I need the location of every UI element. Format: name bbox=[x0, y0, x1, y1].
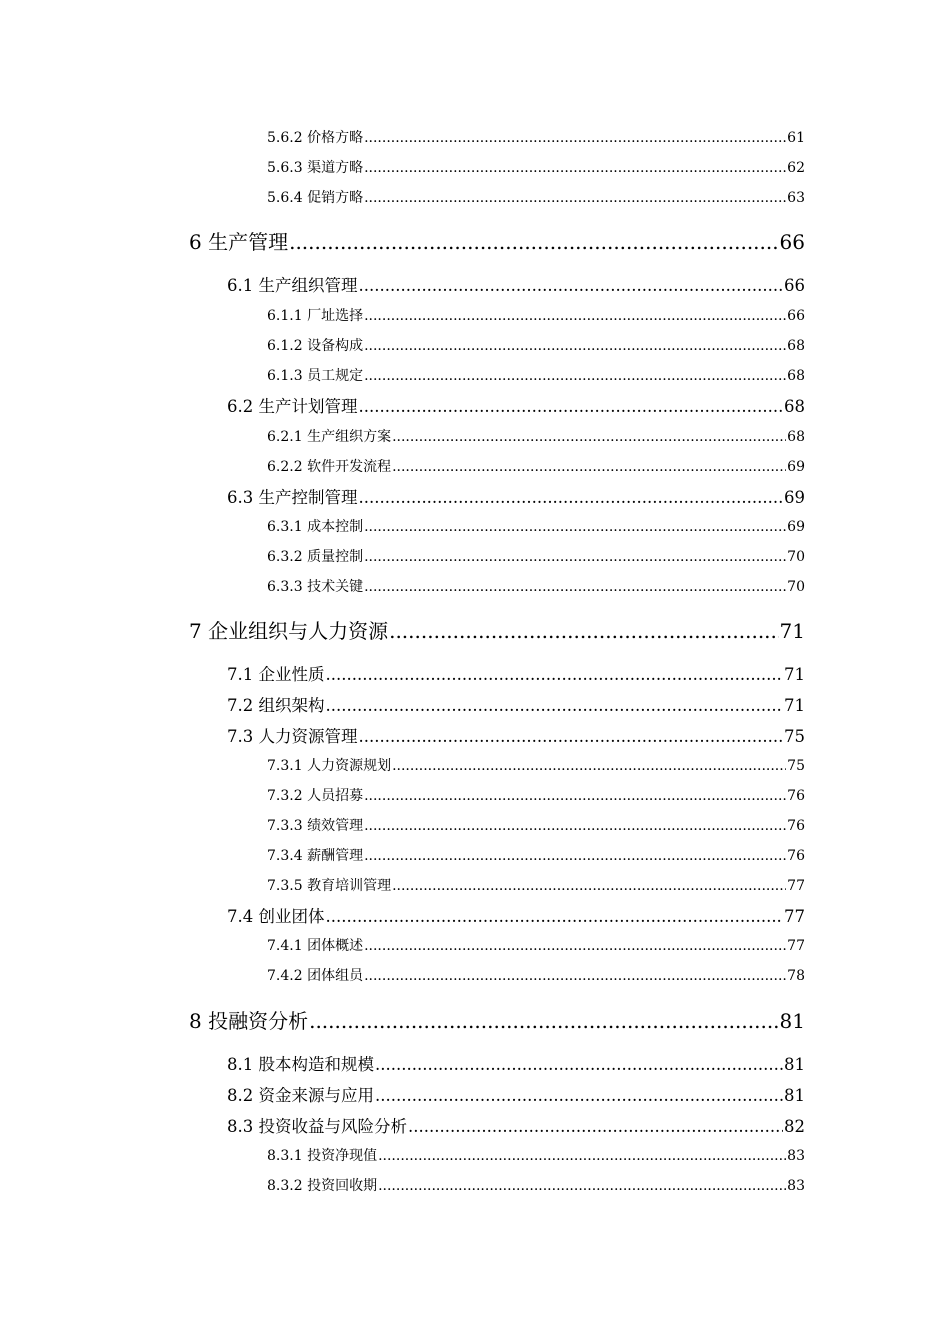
toc-entry-page: 69 bbox=[787, 459, 805, 475]
toc-entry-7-3-3[interactable] bbox=[267, 815, 805, 835]
toc-entry-title: 6.1.1 厂址选择 bbox=[267, 308, 364, 324]
toc-entry-page: 68 bbox=[787, 338, 805, 354]
toc-entry-8-3-2[interactable] bbox=[267, 1175, 805, 1195]
toc-entry-title: 7.4.2 团体组员 bbox=[267, 968, 364, 984]
toc-entry-page: 81 bbox=[784, 1086, 805, 1105]
toc-entry-page: 71 bbox=[779, 619, 805, 643]
toc-entry-7-3-2[interactable] bbox=[267, 785, 805, 805]
toc-leader-dots bbox=[289, 230, 778, 254]
toc-entry-page: 75 bbox=[784, 727, 805, 746]
toc-entry-6-2-2[interactable] bbox=[267, 456, 805, 476]
toc-leader-dots bbox=[364, 190, 786, 206]
toc-entry-title: 7.2 组织架构 bbox=[227, 696, 325, 715]
toc-leader-dots bbox=[389, 619, 778, 643]
toc-entry-title: 6.3.3 技术关键 bbox=[267, 579, 364, 595]
toc-leader-dots bbox=[364, 788, 786, 804]
toc-entry-title: 8.3 投资收益与风险分析 bbox=[227, 1117, 407, 1136]
toc-leader-dots bbox=[364, 308, 786, 324]
toc-entry-5-6-4[interactable] bbox=[267, 187, 805, 207]
toc-entry-7-4[interactable] bbox=[227, 903, 805, 927]
toc-entry-8-3-1[interactable] bbox=[267, 1145, 805, 1165]
toc-leader-dots bbox=[375, 1055, 783, 1074]
toc-entry-7-3-1[interactable] bbox=[267, 755, 805, 775]
toc-entry-page: 75 bbox=[787, 758, 805, 774]
toc-entry-title: 7.3 人力资源管理 bbox=[227, 727, 358, 746]
toc-entry-title: 8.2 资金来源与应用 bbox=[227, 1086, 374, 1105]
toc-entry-page: 83 bbox=[787, 1148, 805, 1164]
toc-entry-title: 8.1 股本构造和规模 bbox=[227, 1055, 374, 1074]
toc-entry-title: 5.6.3 渠道方略 bbox=[267, 160, 364, 176]
toc-entry-6-2[interactable] bbox=[227, 393, 805, 417]
toc-entry-7-3[interactable] bbox=[227, 723, 805, 747]
toc-entry-page: 77 bbox=[784, 907, 805, 926]
toc-entry-page: 78 bbox=[787, 968, 805, 984]
toc-entry-title: 6.2 生产计划管理 bbox=[227, 397, 358, 416]
toc-entry-6-3[interactable] bbox=[227, 484, 805, 508]
toc-entry-page: 68 bbox=[787, 429, 805, 445]
toc-entry-page: 77 bbox=[787, 878, 805, 894]
toc-entry-page: 62 bbox=[787, 160, 805, 176]
toc-entry-title: 5.6.4 促销方略 bbox=[267, 190, 364, 206]
toc-entry-5-6-3[interactable] bbox=[267, 157, 805, 177]
toc-entry-7-2[interactable] bbox=[227, 692, 805, 716]
toc-entry-title: 6.3.1 成本控制 bbox=[267, 519, 364, 535]
toc-entry-6-1[interactable] bbox=[227, 272, 805, 296]
toc-entry-6-1-3[interactable] bbox=[267, 365, 805, 385]
toc-entry-7-3-5[interactable] bbox=[267, 875, 805, 895]
toc-entry-title: 8 投融资分析 bbox=[189, 1009, 309, 1033]
toc-leader-dots bbox=[364, 549, 786, 565]
toc-leader-dots bbox=[359, 727, 784, 746]
toc-entry-title: 7.4.1 团体概述 bbox=[267, 938, 364, 954]
toc-entry-title: 6.1.3 员工规定 bbox=[267, 368, 364, 384]
toc-entry-page: 66 bbox=[787, 308, 805, 324]
toc-entry-7[interactable] bbox=[189, 615, 805, 645]
toc-entry-7-1[interactable] bbox=[227, 661, 805, 685]
toc-entry-page: 81 bbox=[784, 1055, 805, 1074]
toc-leader-dots bbox=[392, 878, 786, 894]
toc-entry-page: 70 bbox=[787, 549, 805, 565]
toc-entry-page: 63 bbox=[787, 190, 805, 206]
toc-leader-dots bbox=[392, 429, 786, 445]
toc-entry-title: 8.3.2 投资回收期 bbox=[267, 1178, 378, 1194]
toc-leader-dots bbox=[364, 338, 786, 354]
toc-entry-page: 70 bbox=[787, 579, 805, 595]
toc-entry-title: 6.3 生产控制管理 bbox=[227, 488, 358, 507]
toc-entry-6-3-2[interactable] bbox=[267, 546, 805, 566]
toc-entry-title: 5.6.2 价格方略 bbox=[267, 130, 364, 146]
toc-leader-dots bbox=[378, 1178, 786, 1194]
toc-entry-page: 66 bbox=[784, 276, 805, 295]
toc-entry-page: 66 bbox=[779, 230, 805, 254]
toc-leader-dots bbox=[326, 696, 784, 715]
toc-entry-page: 76 bbox=[787, 788, 805, 804]
toc-entry-6[interactable] bbox=[189, 226, 805, 256]
toc-entry-title: 6.2.1 生产组织方案 bbox=[267, 429, 392, 445]
toc-entry-title: 7.4 创业团体 bbox=[227, 907, 325, 926]
toc-leader-dots bbox=[364, 848, 786, 864]
toc-entry-title: 6 生产管理 bbox=[189, 230, 289, 254]
toc-leader-dots bbox=[408, 1117, 783, 1136]
toc-entry-page: 76 bbox=[787, 818, 805, 834]
toc-entry-page: 68 bbox=[787, 368, 805, 384]
toc-entry-title: 7.3.5 教育培训管理 bbox=[267, 878, 392, 894]
toc-entry-title: 6.3.2 质量控制 bbox=[267, 549, 364, 565]
toc-entry-8-3[interactable] bbox=[227, 1113, 805, 1137]
toc-entry-6-3-1[interactable] bbox=[267, 516, 805, 536]
toc-leader-dots bbox=[375, 1086, 783, 1105]
toc-entry-title: 6.1 生产组织管理 bbox=[227, 276, 358, 295]
toc-entry-7-4-2[interactable] bbox=[267, 965, 805, 985]
toc-entry-title: 7.3.3 绩效管理 bbox=[267, 818, 364, 834]
toc-entry-title: 7.3.4 薪酬管理 bbox=[267, 848, 364, 864]
toc-entry-6-1-2[interactable] bbox=[267, 335, 805, 355]
toc-entry-6-3-3[interactable] bbox=[267, 576, 805, 596]
toc-leader-dots bbox=[364, 938, 786, 954]
toc-leader-dots bbox=[364, 519, 786, 535]
toc-leader-dots bbox=[392, 459, 786, 475]
toc-leader-dots bbox=[364, 579, 786, 595]
toc-leader-dots bbox=[326, 665, 784, 684]
toc-entry-page: 76 bbox=[787, 848, 805, 864]
toc-leader-dots bbox=[309, 1009, 778, 1033]
toc-leader-dots bbox=[359, 397, 784, 416]
toc-entry-page: 82 bbox=[784, 1117, 805, 1136]
toc-leader-dots bbox=[378, 1148, 786, 1164]
toc-entry-8[interactable] bbox=[189, 1005, 805, 1035]
toc-entry-title: 6.2.2 软件开发流程 bbox=[267, 459, 392, 475]
toc-entry-title: 7.3.1 人力资源规划 bbox=[267, 758, 392, 774]
toc-entry-6-2-1[interactable] bbox=[267, 426, 805, 446]
toc-entry-page: 61 bbox=[787, 130, 805, 146]
toc-entry-title: 7 企业组织与人力资源 bbox=[189, 619, 389, 643]
toc-leader-dots bbox=[392, 758, 786, 774]
toc-leader-dots bbox=[359, 488, 784, 507]
toc-leader-dots bbox=[359, 276, 784, 295]
toc-entry-page: 69 bbox=[784, 488, 805, 507]
toc-entry-7-3-4[interactable] bbox=[267, 845, 805, 865]
toc-leader-dots bbox=[364, 818, 786, 834]
toc-entry-8-2[interactable] bbox=[227, 1082, 805, 1106]
toc-entry-page: 81 bbox=[779, 1009, 805, 1033]
toc-entry-5-6-2[interactable] bbox=[267, 127, 805, 147]
toc-leader-dots bbox=[364, 130, 786, 146]
toc-entry-title: 6.1.2 设备构成 bbox=[267, 338, 364, 354]
toc-entry-8-1[interactable] bbox=[227, 1051, 805, 1075]
toc-leader-dots bbox=[364, 160, 786, 176]
toc-entry-page: 71 bbox=[784, 665, 805, 684]
toc-entry-page: 83 bbox=[787, 1178, 805, 1194]
toc-entry-page: 69 bbox=[787, 519, 805, 535]
toc-entry-title: 7.1 企业性质 bbox=[227, 665, 325, 684]
toc-entry-6-1-1[interactable] bbox=[267, 305, 805, 325]
toc-entry-page: 77 bbox=[787, 938, 805, 954]
toc-entry-title: 7.3.2 人员招募 bbox=[267, 788, 364, 804]
toc-leader-dots bbox=[364, 968, 786, 984]
toc-entry-page: 68 bbox=[784, 397, 805, 416]
toc-entry-page: 71 bbox=[784, 696, 805, 715]
toc-entry-title: 8.3.1 投资净现值 bbox=[267, 1148, 378, 1164]
toc-leader-dots bbox=[326, 907, 784, 926]
toc-leader-dots bbox=[364, 368, 786, 384]
toc-entry-7-4-1[interactable] bbox=[267, 935, 805, 955]
